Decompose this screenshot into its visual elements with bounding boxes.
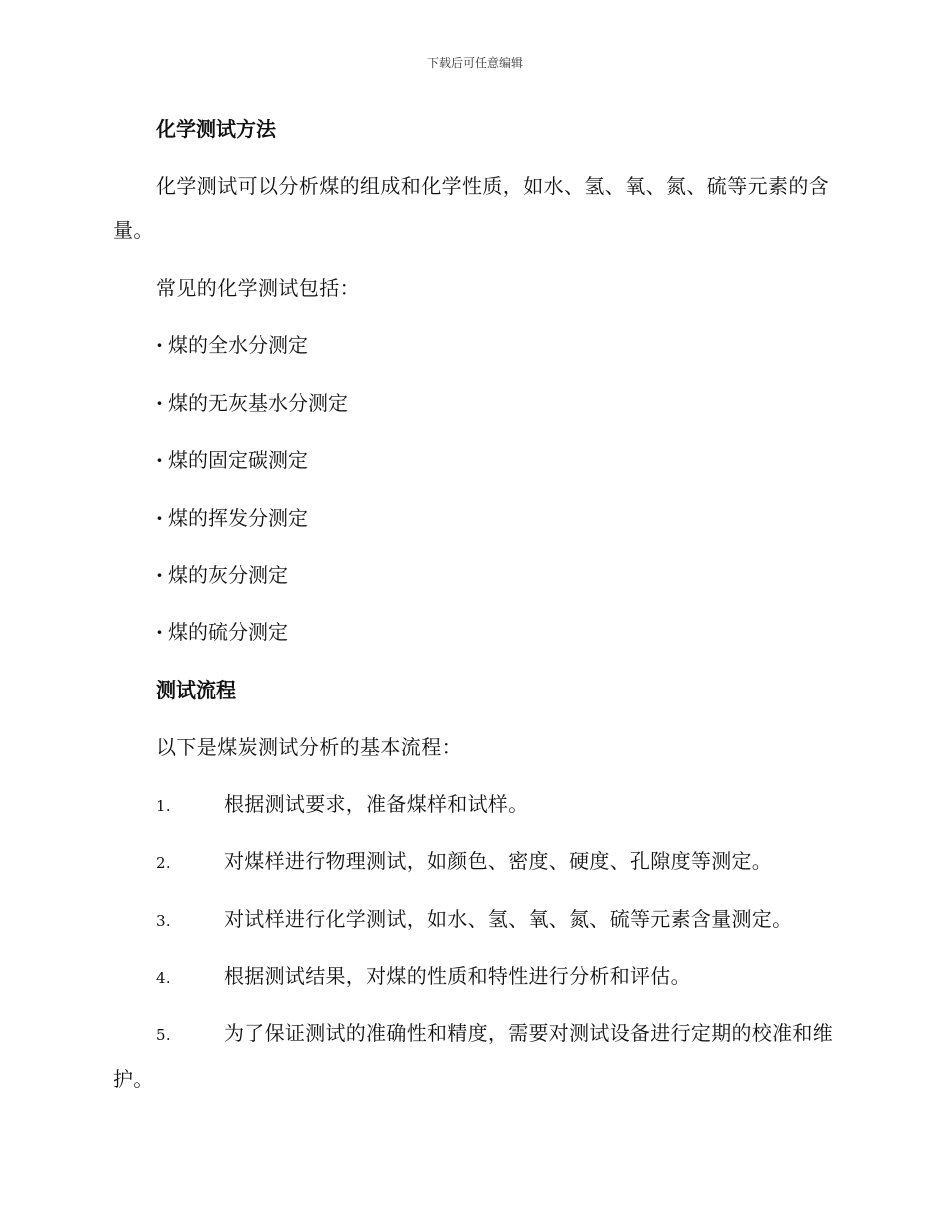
step-number: 1. xyxy=(156,797,171,815)
list-item xyxy=(113,496,881,540)
step-text: 对试样进行化学测试，如水、氢、氧、氮、硫等元素含量测定。 xyxy=(224,907,793,931)
step-number: 2. xyxy=(156,854,171,872)
bullet-marker: · xyxy=(156,506,163,530)
list-item-text: 煤的全水分测定 xyxy=(168,333,308,357)
numbered-step xyxy=(113,839,838,885)
bullet-marker: · xyxy=(156,620,163,644)
step-text: 根据测试结果，对煤的性质和特性进行分析和评估。 xyxy=(224,964,691,988)
numbered-step xyxy=(113,897,838,943)
step-text: 根据测试要求，准备煤样和试样。 xyxy=(224,792,529,816)
numbered-step xyxy=(113,782,838,828)
list-item-text: 煤的挥发分测定 xyxy=(168,506,308,530)
step-number: 3. xyxy=(156,912,171,930)
paragraph-list-intro: 常见的化学测试包括： xyxy=(156,276,360,300)
bullet-marker: · xyxy=(156,563,163,587)
page-header: 下载后可任意编辑 xyxy=(426,56,523,70)
bullet-marker: · xyxy=(156,391,163,415)
list-item-text: 煤的固定碳测定 xyxy=(168,448,308,472)
numbered-step xyxy=(113,954,838,1000)
step-number: 5. xyxy=(156,1026,171,1044)
list-item-text: 煤的硫分测定 xyxy=(168,620,288,644)
list-item-text: 煤的灰分测定 xyxy=(168,563,288,587)
bullet-marker: · xyxy=(156,448,163,472)
list-item xyxy=(113,323,881,367)
list-item xyxy=(113,553,881,597)
section-heading-test-process: 测试流程 xyxy=(156,678,236,702)
list-item xyxy=(113,438,881,482)
numbered-step xyxy=(113,1011,838,1101)
step-text: 对煤样进行物理测试，如颜色、密度、硬度、孔隙度等测定。 xyxy=(224,849,773,873)
section-heading-chemical-tests: 化学测试方法 xyxy=(156,117,276,141)
list-item-text: 煤的无灰基水分测定 xyxy=(168,391,348,415)
bullet-marker: · xyxy=(156,333,163,357)
step-text: 为了保证测试的准确性和精度，需要对测试设备进行定期的校准和维护。 xyxy=(113,1021,833,1091)
paragraph-chemical-intro: 化学测试可以分析煤的组成和化学性质，如水、氢、氧、氮、硫等元素的含量。 xyxy=(113,174,830,242)
list-item xyxy=(113,381,881,425)
paragraph-process-intro: 以下是煤炭测试分析的基本流程： xyxy=(156,735,462,759)
list-item xyxy=(113,610,881,654)
step-number: 4. xyxy=(156,969,171,987)
